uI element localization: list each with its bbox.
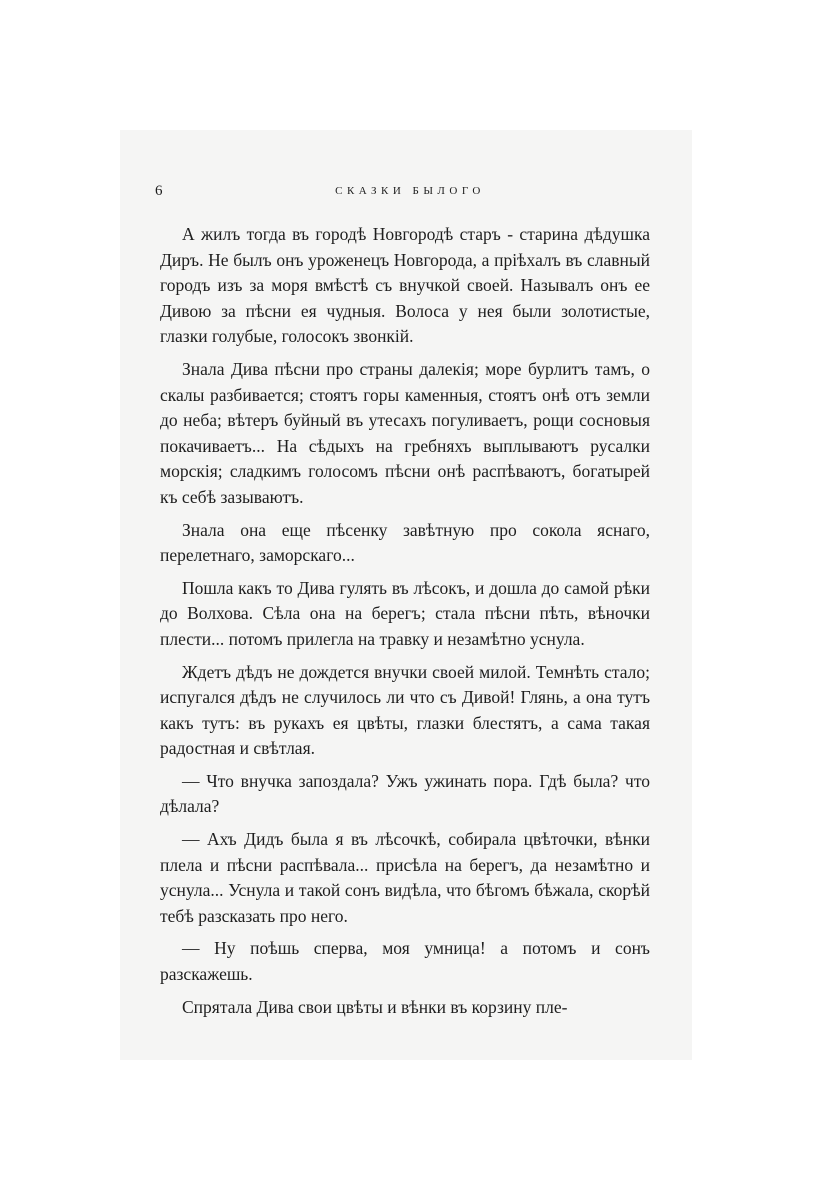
paragraph: — Ахъ Дидъ была я въ лѣсочкѣ, собирала цвѣточки, вѣнки плела и пѣсни распѣвала... присѣла на берегъ, да незамѣтно и уснула... Уснула и такой сонъ видѣла, что бѣгомъ бѣжала, скорѣй тебѣ разсказать про него. — [160, 829, 650, 926]
page-header — [155, 183, 655, 203]
paragraph: А жилъ тогда въ городѣ Новгородѣ старъ - старина дѣдушка Диръ. Не былъ онъ уроженецъ Новгорода, а пріѣхалъ въ славный городъ изъ за моря вмѣстѣ съ внучкой своей. Называлъ онъ ее Дивою за пѣсни ея чудныя. Волоса у нея были золотистые, глазки голубые, голосокъ звонкій. — [160, 224, 650, 347]
paragraph: Знала она еще пѣсенку завѣтную про сокола яснаго, перелетнаго, заморскаго... — [160, 519, 650, 566]
paragraph: Ждетъ дѣдъ не дождется внучки своей милой. Темнѣть стало; испугался дѣдъ не случилось ли что съ Дивой! Глянь, а она тутъ какъ тутъ: въ рукахъ ея цвѣты, глазки блестятъ, а сама такая радостная и свѣтлая. — [160, 661, 650, 759]
paragraph: — Что внучка запоздала? Ужъ ужинать пора. Гдѣ была? что дѣлала? — [160, 770, 650, 817]
paragraph: — Ну поѣшь сперва, моя умница! а потомъ и сонъ разскажешь. — [160, 938, 650, 985]
text-body — [160, 222, 650, 1027]
paragraph: Знала Дива пѣсни про страны далекія; море бурлитъ тамъ, о скалы разбивается; стоятъ горы каменныя, стоятъ онѣ отъ земли до неба; вѣтеръ буйный въ утесахъ погуливаетъ, рощи сосновыя покачиваетъ... На сѣдыхъ на гребняхъ выплываютъ русалки морскія; сладкимъ голосомъ пѣсни онѣ распѣваютъ, богатырей къ себѣ зазываютъ. — [160, 358, 650, 507]
page-number: 6 — [155, 183, 163, 199]
paragraph: Спрятала Дива свои цвѣты и вѣнки въ корзину пле- — [182, 996, 568, 1017]
running-title: СКАЗКИ БЫЛОГО — [335, 185, 485, 197]
paragraph: Пошла какъ то Дива гулять въ лѣсокъ, и дошла до самой рѣки до Волхова. Сѣла она на берегъ; стала пѣсни пѣть, вѣночки плести... потомъ прилегла на травку и незамѣтно уснула. — [160, 577, 650, 649]
